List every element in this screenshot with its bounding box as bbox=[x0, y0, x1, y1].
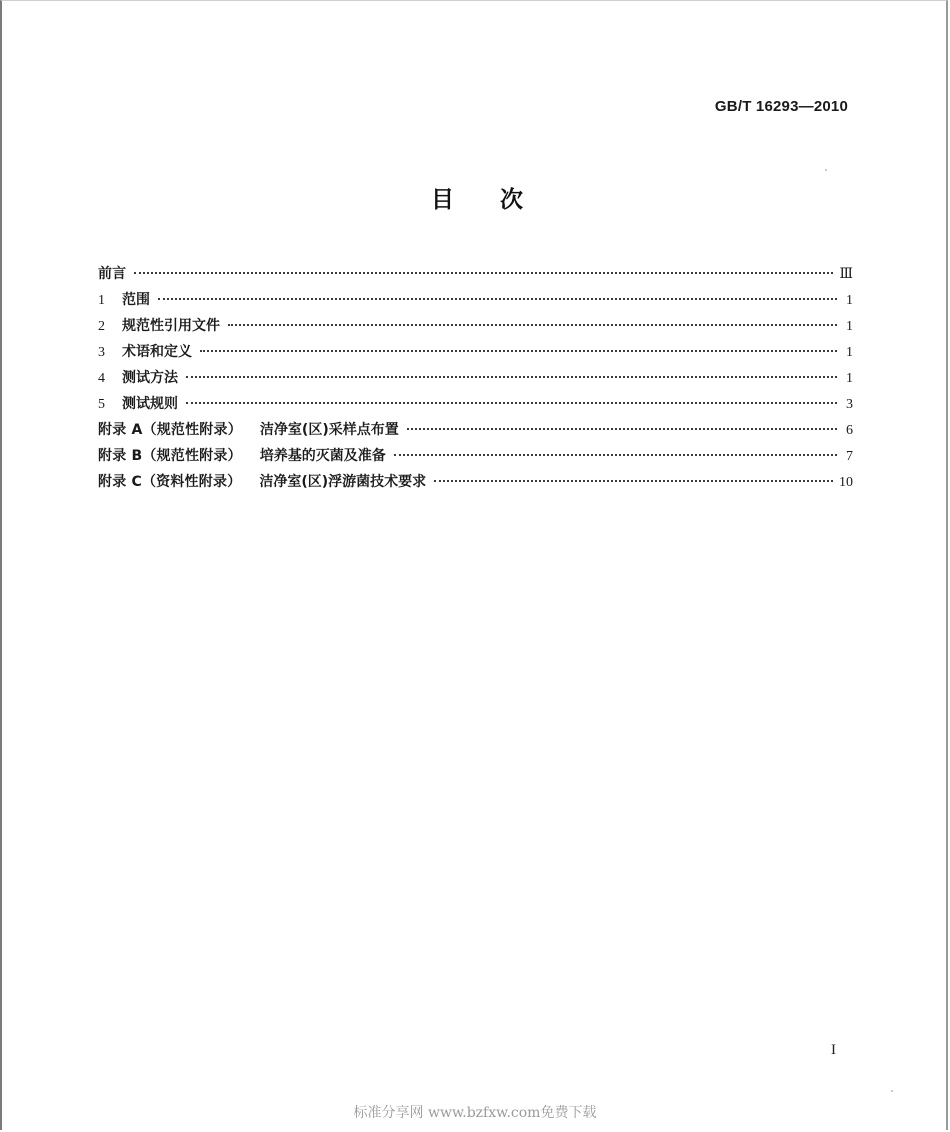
toc-leader-dots bbox=[407, 428, 837, 430]
toc-leader-dots bbox=[134, 272, 833, 274]
toc-entry-page: 1 bbox=[846, 345, 853, 360]
toc-leader-dots bbox=[434, 480, 833, 482]
toc-entry-normative-references[interactable] bbox=[98, 315, 853, 341]
toc-entry-number: 1 bbox=[98, 293, 105, 308]
appendix-heading: 附录 B（规范性附录） bbox=[98, 448, 242, 464]
watermark-text: 标准分享网 www.bzfxw.com免费下载 bbox=[353, 1105, 597, 1121]
appendix-title: 洁净室(区)采样点布置 bbox=[259, 422, 399, 438]
toc-entry-terms-definitions[interactable] bbox=[98, 341, 853, 367]
toc-entry-label: 测试方法 bbox=[122, 370, 178, 386]
toc-entry-appendix-b[interactable] bbox=[98, 445, 853, 471]
toc-entry-label: 术语和定义 bbox=[122, 344, 192, 360]
toc-entry-page: 1 bbox=[846, 371, 853, 386]
appendix-heading: 附录 A（规范性附录） bbox=[98, 422, 242, 438]
toc-leader-dots bbox=[186, 402, 837, 404]
toc-entry-label bbox=[98, 445, 386, 465]
toc-entry-label: 范围 bbox=[122, 292, 150, 308]
toc-entry-foreword[interactable] bbox=[98, 263, 853, 289]
toc-entry-page: 3 bbox=[846, 397, 853, 412]
page-number: I bbox=[831, 1042, 836, 1058]
toc-entry-label bbox=[98, 419, 399, 439]
toc-title bbox=[2, 181, 950, 214]
toc-entry-number: 2 bbox=[98, 319, 105, 334]
appendix-heading: 附录 C（资料性附录） bbox=[98, 474, 242, 490]
toc-leader-dots bbox=[228, 324, 837, 326]
toc-entry-page: 1 bbox=[846, 319, 853, 334]
appendix-title: 洁净室(区)浮游菌技术要求 bbox=[259, 474, 427, 490]
toc-leader-dots bbox=[186, 376, 837, 378]
appendix-title: 培养基的灭菌及准备 bbox=[259, 448, 386, 464]
standard-number: GB/T 16293—2010 bbox=[714, 98, 848, 115]
toc-entry-page: 10 bbox=[839, 475, 853, 490]
toc-entry-label: 前言 bbox=[98, 266, 126, 282]
toc-entry-page: 6 bbox=[846, 423, 853, 438]
toc-entry-number: 3 bbox=[98, 345, 105, 360]
toc-entry-test-methods[interactable] bbox=[98, 367, 853, 393]
toc-entry-label bbox=[98, 471, 426, 491]
table-of-contents bbox=[98, 263, 853, 497]
toc-entry-appendix-c[interactable] bbox=[98, 471, 853, 497]
toc-entry-appendix-a[interactable] bbox=[98, 419, 853, 445]
toc-entry-test-rules[interactable] bbox=[98, 393, 853, 419]
toc-title-char-2: 次 bbox=[500, 187, 523, 213]
toc-entry-scope[interactable] bbox=[98, 289, 853, 315]
toc-entry-page: 7 bbox=[846, 449, 853, 464]
scan-speck bbox=[825, 169, 827, 171]
toc-entry-page: 1 bbox=[846, 293, 853, 308]
toc-entry-page: Ⅲ bbox=[839, 267, 853, 282]
toc-entry-number: 5 bbox=[98, 397, 105, 412]
toc-leader-dots bbox=[158, 298, 837, 300]
toc-title-char-1: 目 bbox=[431, 187, 454, 213]
toc-entry-label: 测试规则 bbox=[122, 396, 178, 412]
toc-entry-number: 4 bbox=[98, 371, 105, 386]
toc-entry-label: 规范性引用文件 bbox=[122, 318, 220, 334]
toc-leader-dots bbox=[200, 350, 837, 352]
scan-speck bbox=[891, 1090, 893, 1092]
toc-leader-dots bbox=[394, 454, 837, 456]
